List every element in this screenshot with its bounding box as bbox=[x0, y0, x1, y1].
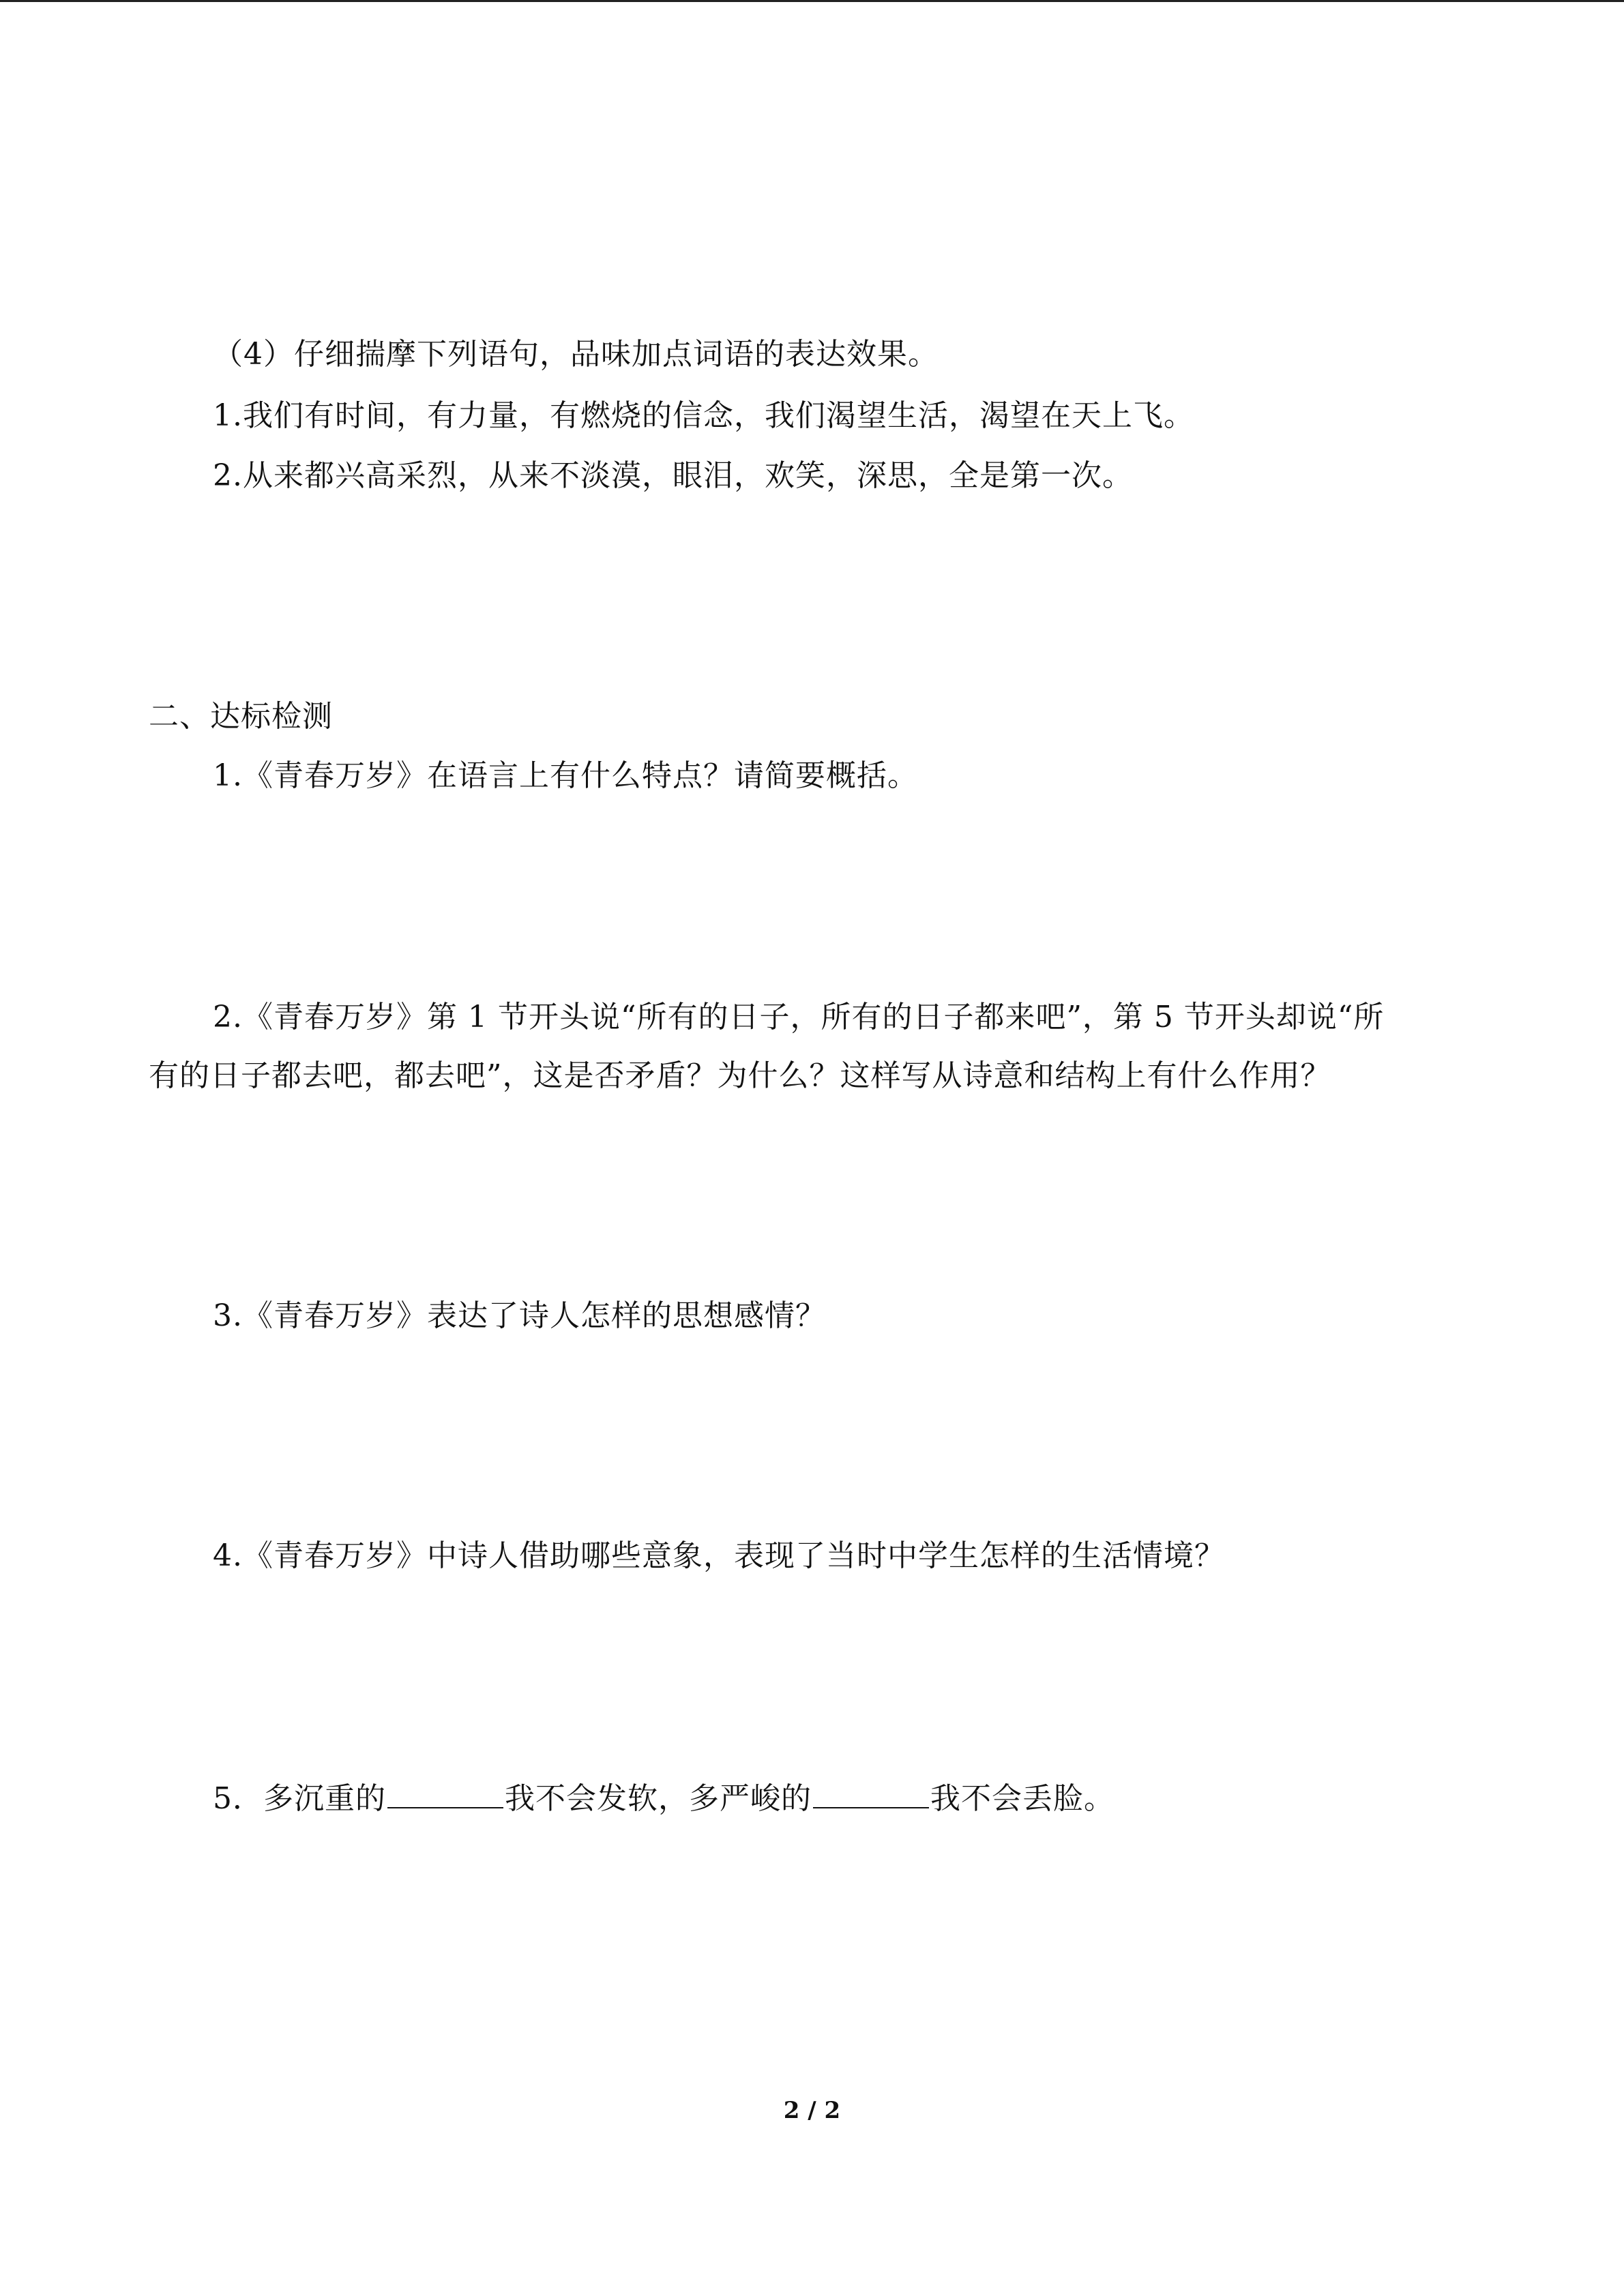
question-2-line-1: 2.《青春万岁》第 1 节开头说“所有的日子，所有的日子都来吧”，第 5 节开头却说“所 bbox=[213, 1000, 1385, 1034]
page-number: 2 / 2 bbox=[783, 2097, 841, 2124]
question-5 bbox=[213, 1777, 1114, 1819]
fill-blank-1[interactable] bbox=[387, 1777, 503, 1808]
part4-heading: （4）仔细揣摩下列语句，品味加点词语的表达效果。 bbox=[213, 337, 939, 372]
question-1: 1.《青春万岁》在语言上有什么特点？请简要概括。 bbox=[213, 758, 918, 793]
question-2-line-2: 有的日子都去吧，都去吧”，这是否矛盾？为什么？这样写从诗意和结构上有什么作用？ bbox=[149, 1058, 1331, 1093]
part4-sentence-1: 1.我们有时间，有力量，有燃烧的信念，我们渴望生活，渴望在天上飞。 bbox=[213, 398, 1194, 433]
part4-sentence-2: 2.从来都兴高采烈，从来不淡漠，眼泪，欢笑，深思，全是第一次。 bbox=[213, 458, 1133, 493]
question-5-text-3: 我不会丢脸。 bbox=[930, 1781, 1114, 1816]
question-5-text-2: 我不会发软，多严峻的 bbox=[505, 1781, 812, 1816]
question-3: 3.《青春万岁》表达了诗人怎样的思想感情？ bbox=[213, 1298, 826, 1333]
question-5-text-1: 5．多沉重的 bbox=[213, 1781, 386, 1816]
fill-blank-2[interactable] bbox=[813, 1777, 929, 1808]
top-border-line bbox=[0, 0, 1624, 2]
question-4: 4.《青春万岁》中诗人借助哪些意象，表现了当时中学生怎样的生活情境？ bbox=[213, 1538, 1225, 1573]
section-two-heading: 二、达标检测 bbox=[149, 699, 333, 734]
